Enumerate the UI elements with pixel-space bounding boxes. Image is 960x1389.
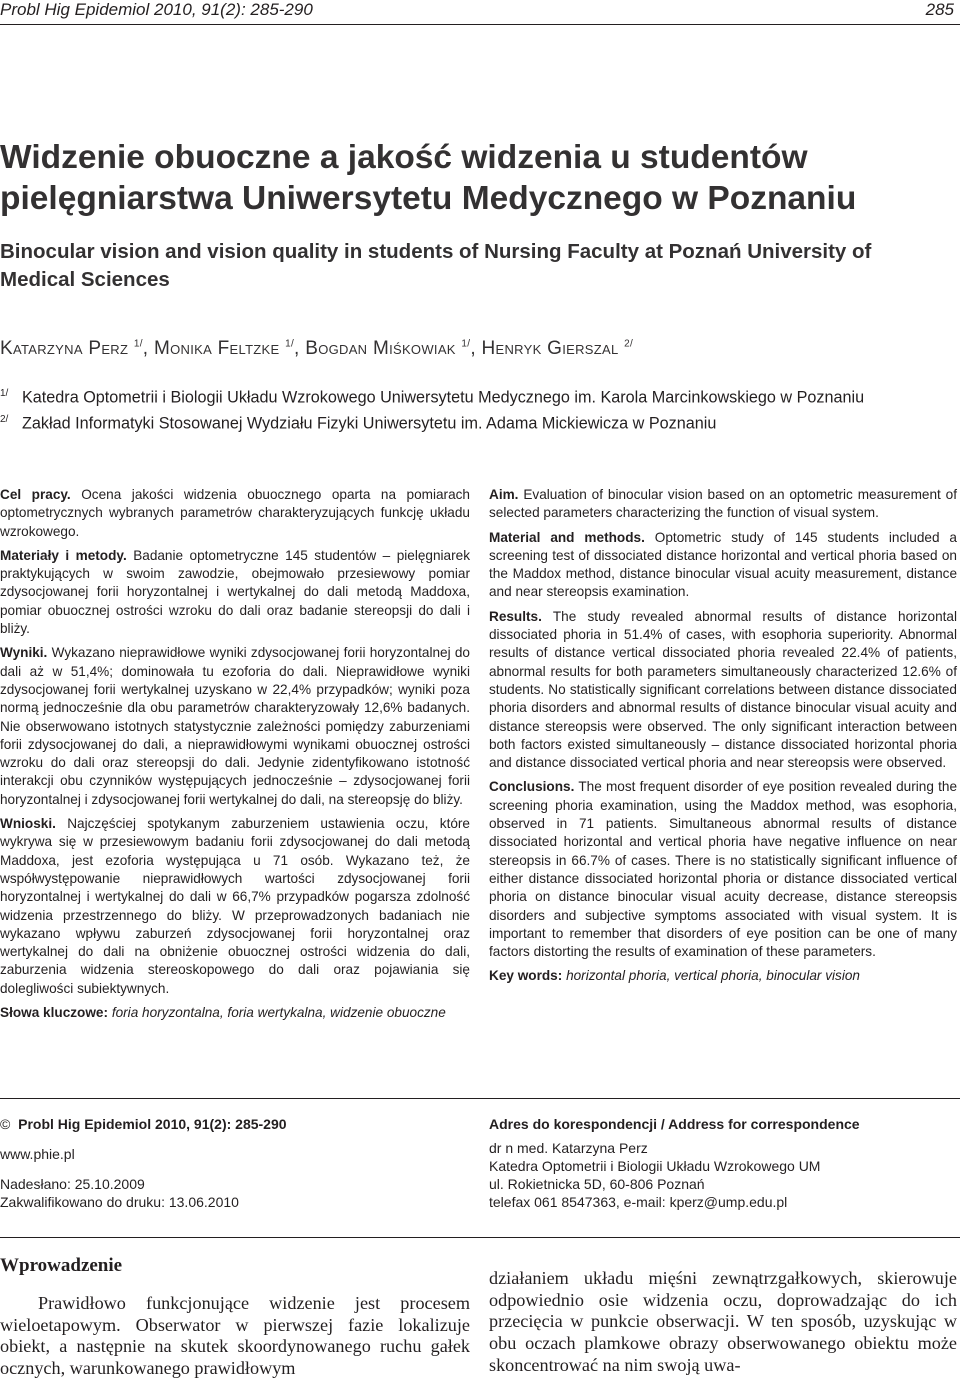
section-text: The most frequent disorder of eye position revealed during the screening phoria examination, using the Maddox method, was esophoria, observed in 71 patients. Simultaneous abnormal results of distance dissociated horizontal and vertical phoria have negative influence on near stereopsis in 66.7% of cases. There is no statistically significant influence of either distance dissociated horizontal phoria or distance dissociated vertical phoria on distance binocular visual acuity decrease, distance stereopsis disorders and subjective symptoms associated with visual system. It is important to remember that disorders of eye position can be one of many factors distorting the results of examination of these parameters. — [489, 779, 957, 960]
section-text: The study revealed abnormal results of distance horizontal dissociated phoria in 51.4% of cases, with esophoria superiority. Abnormal results of distance vertical dissociated phoria revealed 22.4% of patients, abnormal results for both parameters simultaneously characterized 12.6% of students. No statistically significant correlations between distance dissociated phoria disorders and abnormal results of distance binocular visual acuity and distance stereopsis were observed. The only significant interaction between both factors existed simultaneously – distance dissociated horizontal phoria and distance dissociated vertical phoria and near stereopsis were observed. — [489, 608, 957, 771]
title-english: Binocular vision and vision quality in students of Nursing Faculty at Poznań University of Medical Sciences — [0, 240, 872, 291]
keywords-text: horizontal phoria, vertical phoria, binocular vision — [566, 968, 860, 984]
divider-line — [0, 1237, 960, 1238]
abstract-english — [489, 486, 957, 992]
copyright-icon: © — [0, 1116, 11, 1132]
correspondence-line: Katedra Optometrii i Biologii Układu Wzrokowego UM — [489, 1158, 821, 1174]
affiliation-number: 1/ — [0, 388, 9, 399]
journal-citation: Probl Hig Epidemiol 2010, 91(2): 285-290 — [18, 1116, 287, 1132]
author-name: Bogdan Miśkowiak — [305, 338, 456, 359]
running-head — [0, 0, 960, 25]
keywords-label: Słowa kluczowe: — [0, 1005, 109, 1021]
page-number: 285 — [925, 0, 954, 19]
intro-text-left: Prawidłowo funkcjonujące widzenie jest procesem wieloetapowym. Obserwator w pierwszej fazie lokalizuje obiekt, a następnie na skutek skoordynowanego ruchu gałek ocznych, warunkowanego prawidłowym — [0, 1293, 470, 1379]
section-label: Conclusions. — [489, 779, 575, 795]
publication-info — [0, 1115, 470, 1211]
correspondence-line: telefax 061 8547363, e-mail: kperz@ump.edu.pl — [489, 1194, 788, 1210]
author-affiliation: 1/ — [285, 338, 295, 350]
author-name: Henryk Gierszal — [481, 338, 619, 359]
abstract-section-conclusions — [489, 778, 957, 961]
website-link[interactable]: www.phie.pl — [0, 1146, 75, 1162]
keywords-english — [489, 967, 957, 985]
keywords-text: foria horyzontalna, foria wertykalna, widzenie obuoczne — [111, 1005, 446, 1021]
section-label: Aim. — [489, 487, 519, 502]
section-label: Results. — [489, 608, 542, 624]
abstract-section-results — [489, 608, 957, 773]
abstract-section-cel — [0, 486, 470, 541]
section-label: Wyniki. — [0, 645, 48, 661]
section-heading: Wprowadzenie — [0, 1255, 123, 1276]
author-affiliation: 2/ — [624, 338, 634, 350]
affiliation-2 — [0, 414, 716, 433]
section-text: Badanie optometryczne 145 studentów – pielęgniarek praktykujących w swoim zawodzie, obejmowało przesiewowy pomiar zdysocjowanej forii horyzontalnej i wertykalnej do dali metodą Maddoxa, pomiar obuocznej ostrości wzroku do dali oraz badanie stereopsji do dali i bliży. — [0, 547, 470, 637]
title-polish: Widzenie obuoczne a jakość widzenia u studentów pielęgniarstwa Uniwersytetu Medycznego w Poznaniu — [0, 139, 857, 217]
abstract-section-aim — [489, 486, 957, 523]
affiliation-text: Katedra Optometrii i Biologii Układu Wzrokowego Uniwersytetu Medycznego im. Karola Marcinkowskiego w Poznaniu — [22, 388, 865, 407]
section-label: Material and methods. — [489, 529, 645, 545]
author-name: Katarzyna Perz — [0, 338, 129, 359]
abstract-section-materialy — [0, 547, 470, 638]
keywords-label: Key words: — [489, 968, 563, 984]
section-text: Ocena jakości widzenia obuocznego oparta na pomiarach optometrycznych wybranych parametrów charakteryzujących funkcję układu wzrokowego. — [0, 487, 470, 539]
affiliation-number: 2/ — [0, 414, 9, 425]
abstract-section-wnioski — [0, 815, 470, 998]
correspondence-line: dr n med. Katarzyna Perz — [489, 1140, 648, 1156]
section-text: Wykazano nieprawidłowe wyniki zdysocjowanej forii horyzontalnej do dali aż w 51,4%; dominowała tu ezoforia do dali. Nieprawidłowe wyniki zdysocjowanej forii wertykalnej uzyskano w 22,4% przypadków; wyniki poza normą jednocześnie dla obu parametrów charakteryzowały 12,6% badanych. Nie obserwowano istotnych statystycznie zależności pomiędzy zaburzeniami forii zdysocjowanej do dali, a nieprawidłowymi wynikami obuocznej ostrości wzroku do dali oraz stereopsji do dali. Jedynie zidentyfikowano istotność interakcji obu czynników występujących jednocześnie – zdysocjowanej forii horyzontalnej i zdysocjowanej forii wertykalnej do dali, na stereopsję do bliży. — [0, 645, 470, 807]
abstract-polish — [0, 486, 470, 1028]
author-affiliation: 1/ — [461, 338, 471, 350]
section-label: Materiały i metody. — [0, 547, 127, 563]
divider-line — [0, 1098, 960, 1099]
correspondence-heading: Adres do korespondencji / Address for correspondence — [489, 1116, 860, 1132]
correspondence-line: ul. Rokietnicka 5D, 60-806 Poznań — [489, 1176, 705, 1192]
intro-text-right: działaniem układu mięśni zewnątrzgałkowych, skierowuje odpowiednio osie widzenia oczu, doprowadzając do ich przecięcia w punkcie obserwacji. W ten sposób, uzyskując w obu oczach plamkowe obrazy obserwowanego obiektu może skoncentrować na nim swoją uwa- — [489, 1268, 957, 1375]
section-text: Najczęściej spotykanym zaburzeniem ustawienia oczu, które wykrywa się w przesiewowym badaniu forii zdysocjowanej do dali metodą Maddoxa, jest ezoforia występująca u 71 osób. Wykazano też, że współwystępowanie nieprawidłowych wartości zdysocjowanej forii horyzontalnej i wertykalnej do dali w 66,7% przypadków pogarsza zdolność widzenia przestrzennego do bliży. W przeprowadzonych badaniach nie wykazano wpływu zaburzeń zdysocjowanej forii horyzontalnej oraz wertykalnej do dali na obniżenie obuocznej ostrości widzenia do dali, zaburzenia widzenia stereoskopowego do dali oraz pojawiania się dolegliwości subiektywnych. — [0, 816, 470, 996]
journal-reference: Probl Hig Epidemiol 2010, 91(2): 285-290 — [0, 0, 313, 19]
section-text: Evaluation of binocular vision based on an optometric measurement of selected parameters characterizing the function of visual system. — [489, 487, 958, 521]
keywords-polish — [0, 1004, 470, 1022]
affiliation-text: Zakład Informatyki Stosowanej Wydziału Fizyki Uniwersytetu im. Adama Mickiewicza w Poznaniu — [22, 414, 717, 433]
section-label: Cel pracy. — [0, 487, 71, 502]
accepted-date: Zakwalifikowano do druku: 13.06.2010 — [0, 1194, 239, 1210]
abstract-section-wyniki — [0, 644, 470, 809]
correspondence-block — [489, 1115, 957, 1211]
section-label: Wnioski. — [0, 816, 56, 832]
abstract-section-methods — [489, 529, 957, 602]
affiliation-1 — [0, 388, 864, 407]
author-name: Monika Feltzke — [153, 338, 280, 359]
author-affiliation: 1/ — [133, 338, 143, 350]
section-text: Optometric study of 145 students included a screening test of dissociated distance horizontal and vertical phoria based on the Maddox method, distance binocular visual acuity measurement, distance and near stereopsis examination. — [489, 529, 957, 600]
submitted-date: Nadesłano: 25.10.2009 — [0, 1176, 145, 1192]
author-list: Katarzyna Perz $^{1/}$, Monika Feltzke $^{1/}$, Bogdan Miśkowiak $^{1/}$, Henryk Gierszal $^{2/}$ — [0, 338, 634, 359]
copyright-line — [0, 1115, 470, 1133]
